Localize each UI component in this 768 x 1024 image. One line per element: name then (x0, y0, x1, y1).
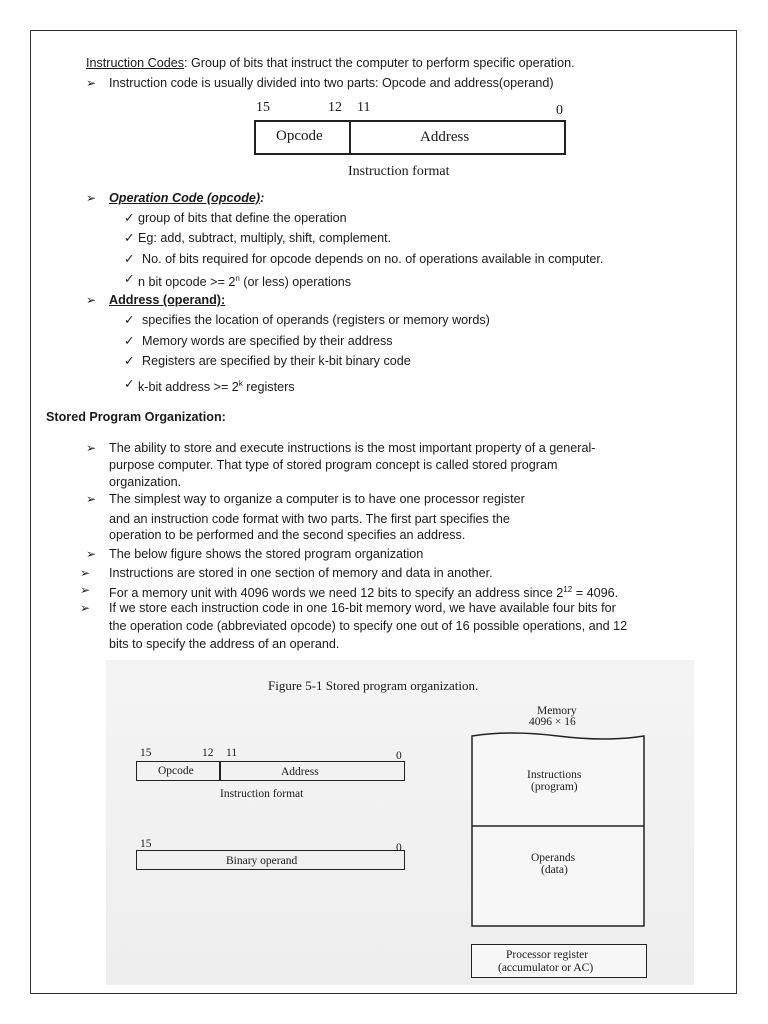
arrow-bullet-icon: ➢ (86, 293, 97, 307)
stored-program-text: and an instruction code format with two parts. The first part specifies the (109, 512, 510, 526)
stored-program-text: the operation code (abbreviated opcode) to specify one out of 16 possible operations, and 12 (109, 619, 628, 633)
check-icon: ✓ (124, 231, 135, 245)
stored-program-text: operation to be performed and the second specifies an address. (109, 528, 466, 542)
binary-operand-label: Binary operand (226, 855, 298, 867)
instruction-code-parts: Instruction code is usually divided into two parts: Opcode and address(operand) (109, 76, 554, 90)
opcode-item-power (138, 271, 351, 290)
opcode-heading-line (109, 190, 264, 206)
arrow-bullet-icon: ➢ (86, 191, 97, 205)
program-label: (program) (531, 781, 578, 793)
arrow-bullet-icon: ➢ (86, 441, 97, 455)
processor-register-label: Processor register (506, 949, 589, 961)
opcode-field-small: Opcode (158, 765, 194, 777)
bit-12-label: 12 (328, 100, 342, 115)
instruction-codes-line (86, 55, 575, 71)
address-item: k-bit address >= 2 (138, 380, 239, 395)
stored-program-text: Instructions are stored in one section of memory and data in another. (109, 566, 493, 580)
bit-12-label: 12 (202, 747, 214, 759)
instruction-format-caption-small: Instruction format (220, 788, 304, 800)
stored-program-text: The ability to store and execute instructions is the most important property of a general- (109, 441, 596, 455)
bit-15-label: 15 (256, 100, 270, 115)
address-heading: Address (operand): (109, 293, 226, 307)
address-field-small: Address (281, 766, 319, 778)
stored-program-text: The simplest way to organize a computer is to have one processor register (109, 492, 525, 506)
address-item: Memory words are specified by their address (142, 334, 393, 348)
arrow-bullet-icon: ➢ (86, 492, 97, 506)
bit-15-label: 15 (140, 747, 152, 759)
check-icon: ✓ (124, 354, 135, 368)
check-icon: ✓ (124, 313, 135, 327)
address-item-suffix: registers (242, 380, 295, 395)
bit-0-label: 0 (556, 103, 563, 118)
check-icon: ✓ (124, 252, 135, 266)
bit-11-label: 11 (226, 747, 238, 759)
stored-program-heading: Stored Program Organization: (46, 410, 226, 424)
opcode-item-suffix: (or less) operations (239, 275, 352, 290)
opcode-divider-small (219, 761, 221, 781)
bit-11-label: 11 (357, 100, 371, 115)
instruction-codes-heading: Instruction Codes (86, 56, 185, 70)
superscript-k: k (238, 379, 243, 388)
stored-program-text-suffix: = 4096. (572, 586, 619, 601)
opcode-divider (349, 120, 351, 155)
opcode-item: Eg: add, subtract, multiply, shift, complement. (138, 231, 392, 245)
operand-bit-0-label: 0 (396, 842, 402, 854)
superscript-n: n (235, 274, 240, 283)
operands-label: Operands (531, 852, 576, 864)
check-icon: ✓ (124, 377, 135, 391)
memory-size: 4096 × 16 (529, 716, 576, 728)
opcode-field: Opcode (276, 128, 323, 144)
address-item: specifies the location of operands (registers or memory words) (142, 313, 490, 327)
opcode-item: group of bits that define the operation (138, 211, 347, 225)
opcode-heading: Operation Code (opcode) (109, 191, 261, 205)
opcode-item: n bit opcode >= 2 (138, 275, 236, 290)
stored-program-power-line (109, 582, 618, 601)
address-field: Address (420, 129, 470, 145)
memory-block (470, 728, 646, 928)
arrow-bullet-icon: ➢ (80, 566, 91, 580)
stored-program-text: purpose computer. That type of stored program concept is called stored program (109, 458, 558, 472)
memory-label: Memory (537, 705, 577, 717)
bit-0-label: 0 (396, 750, 402, 762)
operand-bit-15-label: 15 (140, 838, 152, 850)
superscript-12: 12 (563, 585, 573, 594)
arrow-bullet-icon: ➢ (80, 583, 91, 597)
arrow-bullet-icon: ➢ (80, 601, 91, 615)
accumulator-label: (accumulator or AC) (498, 962, 594, 974)
check-icon: ✓ (124, 211, 135, 225)
data-label: (data) (541, 864, 568, 876)
opcode-heading-colon: : (260, 191, 265, 205)
stored-program-text: For a memory unit with 4096 words we need 12 bits to specify an address since 2 (109, 586, 564, 601)
check-icon: ✓ (124, 272, 135, 286)
stored-program-text: bits to specify the address of an operand. (109, 637, 340, 651)
opcode-item: No. of bits required for opcode depends on no. of operations available in computer. (142, 252, 604, 266)
address-item-power (138, 376, 295, 395)
instruction-codes-definition: : Group of bits that instruct the computer to perform specific operation. (184, 56, 575, 70)
arrow-bullet-icon: ➢ (86, 76, 97, 90)
instructions-label: Instructions (527, 769, 582, 781)
instruction-format-caption: Instruction format (348, 164, 450, 179)
address-item: Registers are specified by their k-bit binary code (142, 354, 411, 368)
check-icon: ✓ (124, 334, 135, 348)
stored-program-text: The below figure shows the stored program organization (109, 547, 424, 561)
stored-program-text: If we store each instruction code in one 16-bit memory word, we have available four bits for (109, 601, 616, 615)
figure-title: Figure 5-1 Stored program organization. (268, 678, 479, 693)
stored-program-text: organization. (109, 475, 182, 489)
arrow-bullet-icon: ➢ (86, 547, 97, 561)
